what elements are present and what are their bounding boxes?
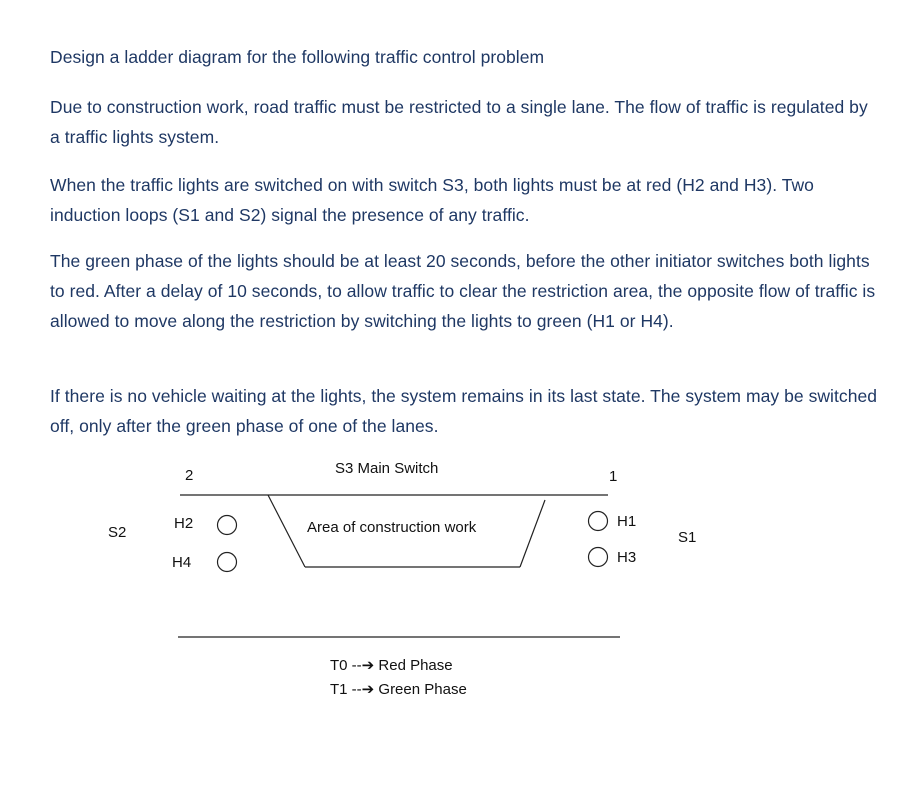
light-h2-label: H2 [174, 515, 194, 532]
construction-right-edge [520, 500, 545, 567]
light-h4-label: H4 [172, 554, 192, 571]
legend-red-phase: T0 --➔ Red Phase [330, 657, 453, 674]
paragraph-single-lane: Due to construction work, road traffic must be restricted to a single lane. The flow of traffic is regulated by a traffic lights system. [50, 97, 868, 147]
construction-area-label: Area of construction work [307, 519, 477, 536]
paragraph-switch-on: When the traffic lights are switched on with switch S3, both lights must be at red (H2 and H3). Two induction loops (S1 and S2) signal the presence of any traffic. [50, 175, 814, 225]
light-h1-lamp [589, 512, 608, 531]
main-switch-label: S3 Main Switch [335, 460, 439, 477]
sensor-s2-label: S2 [108, 524, 127, 541]
sensor-s1-label: S1 [678, 529, 697, 546]
light-h4-lamp [218, 553, 237, 572]
side-1-label: 1 [609, 468, 618, 485]
document-title: Design a ladder diagram for the following traffic control problem [50, 47, 545, 67]
legend-green-phase: T1 --➔ Green Phase [330, 681, 467, 698]
side-2-label: 2 [185, 467, 194, 484]
paragraph-green-phase: The green phase of the lights should be at least 20 seconds, before the other initiator switches both lights to red. After a delay of 10 seconds, to allow traffic to clear the restriction area, the opposite flow of traffic is allowed to move along the restriction by switching the lights to green (H1 or H4). [50, 251, 876, 331]
light-h1-label: H1 [617, 513, 637, 530]
light-h2-lamp [218, 516, 237, 535]
light-h3-lamp [589, 548, 608, 567]
paragraph-last-state: If there is no vehicle waiting at the lights, the system remains in its last state. The system may be switched off, only after the green phase of one of the lanes. [50, 386, 878, 436]
light-h3-label: H3 [617, 549, 637, 566]
construction-left-edge [268, 495, 305, 567]
